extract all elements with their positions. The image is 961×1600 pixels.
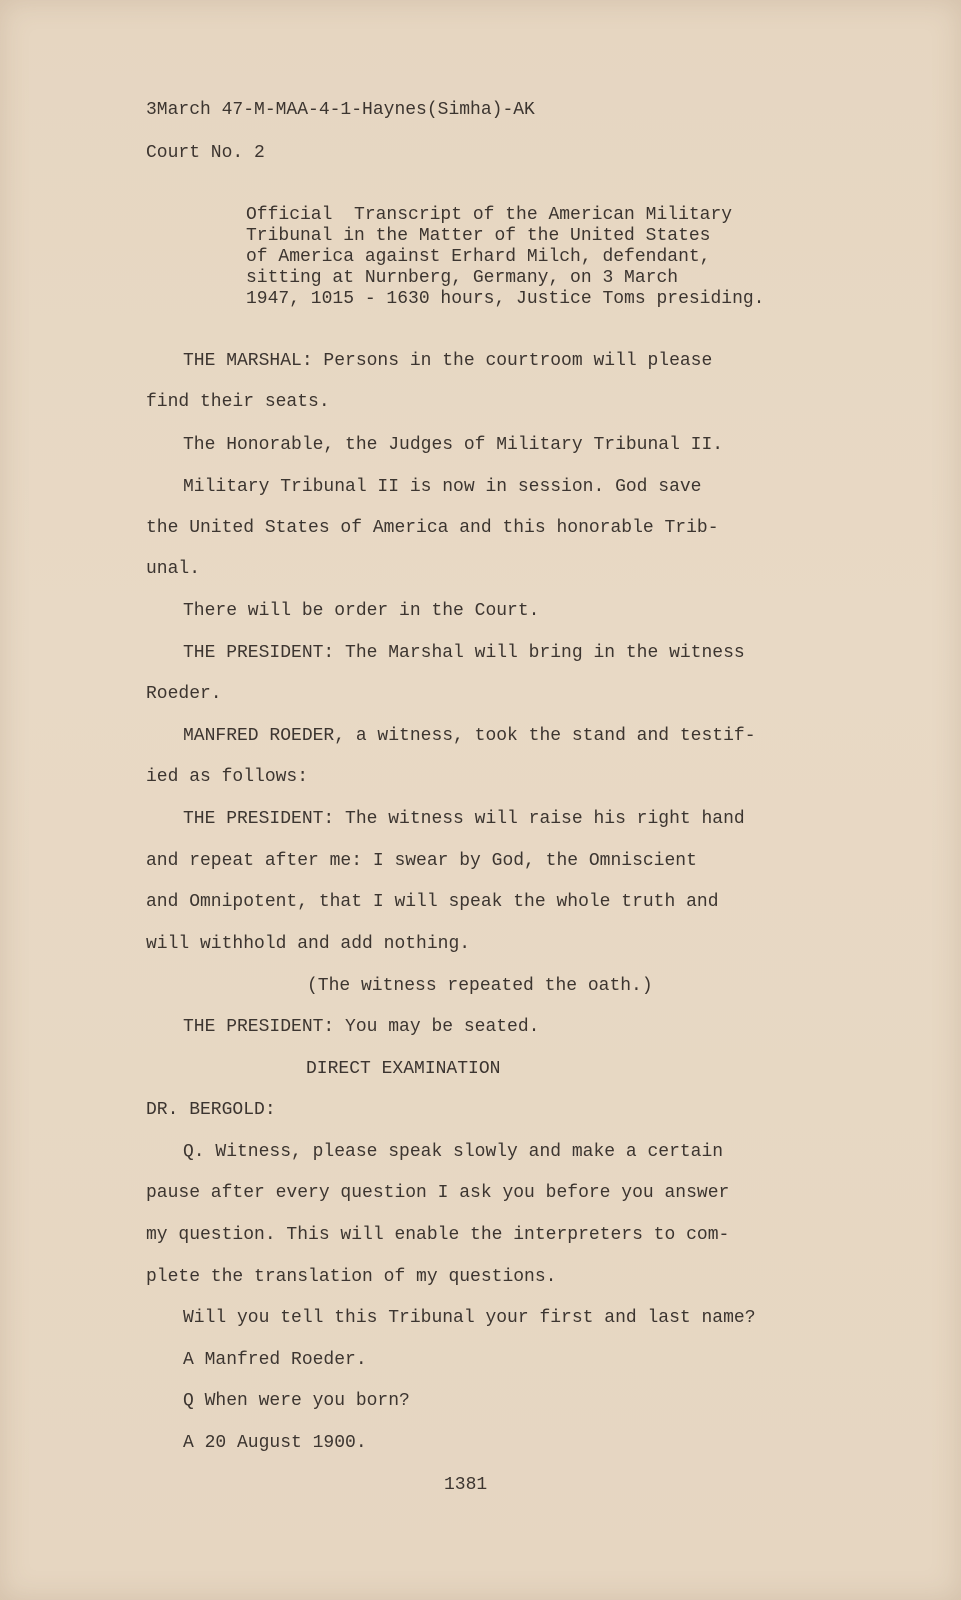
body-line: and repeat after me: I swear by God, the Omniscient bbox=[146, 851, 697, 871]
body-line: find their seats. bbox=[146, 392, 330, 412]
header-line: Tribunal in the Matter of the United States bbox=[246, 226, 711, 246]
body-line: ied as follows: bbox=[146, 767, 309, 787]
body-line: Q. Witness, please speak slowly and make a certain bbox=[183, 1142, 724, 1162]
body-line: A Manfred Roeder. bbox=[183, 1350, 367, 1370]
body-line: my question. This will enable the interpreters to com- bbox=[146, 1225, 730, 1245]
header-line: 1947, 1015 - 1630 hours, Justice Toms presiding. bbox=[246, 289, 765, 309]
section-heading: DIRECT EXAMINATION bbox=[306, 1059, 501, 1079]
body-line: Will you tell this Tribunal your first and last name? bbox=[183, 1308, 756, 1328]
body-line: Q When were you born? bbox=[183, 1391, 410, 1411]
body-line: The Honorable, the Judges of Military Tribunal II. bbox=[183, 435, 724, 455]
body-line: DR. BERGOLD: bbox=[146, 1100, 276, 1120]
body-line: THE PRESIDENT: The witness will raise his right hand bbox=[183, 809, 745, 829]
body-line: A 20 August 1900. bbox=[183, 1433, 367, 1453]
transcript-header bbox=[246, 205, 866, 310]
body-line: THE PRESIDENT: You may be seated. bbox=[183, 1017, 540, 1037]
body-line: the United States of America and this honorable Trib- bbox=[146, 518, 719, 538]
body-line: pause after every question I ask you before you answer bbox=[146, 1183, 730, 1203]
body-line: (The witness repeated the oath.) bbox=[307, 976, 653, 996]
body-line: THE PRESIDENT: The Marshal will bring in the witness bbox=[183, 643, 745, 663]
header-line: of America against Erhard Milch, defendant, bbox=[246, 247, 711, 267]
body-line: and Omnipotent, that I will speak the whole truth and bbox=[146, 892, 719, 912]
body-line: There will be order in the Court. bbox=[183, 601, 540, 621]
court-line: Court No. 2 bbox=[146, 143, 265, 163]
body-line: will withhold and add nothing. bbox=[146, 934, 471, 954]
page-number: 1381 bbox=[444, 1475, 488, 1495]
body-line: unal. bbox=[146, 559, 201, 579]
body-line: THE MARSHAL: Persons in the courtroom will please bbox=[183, 351, 713, 371]
body-line: plete the translation of my questions. bbox=[146, 1267, 557, 1287]
body-line: Roeder. bbox=[146, 684, 222, 704]
reference-line: 3March 47-M-MAA-4-1-Haynes(Simha)-AK bbox=[146, 100, 535, 120]
header-line: sitting at Nurnberg, Germany, on 3 March bbox=[246, 268, 679, 288]
body-line: Military Tribunal II is now in session. God save bbox=[183, 477, 702, 497]
body-line: MANFRED ROEDER, a witness, took the stand and testif- bbox=[183, 726, 756, 746]
header-line: Official Transcript of the American Military bbox=[246, 205, 733, 225]
